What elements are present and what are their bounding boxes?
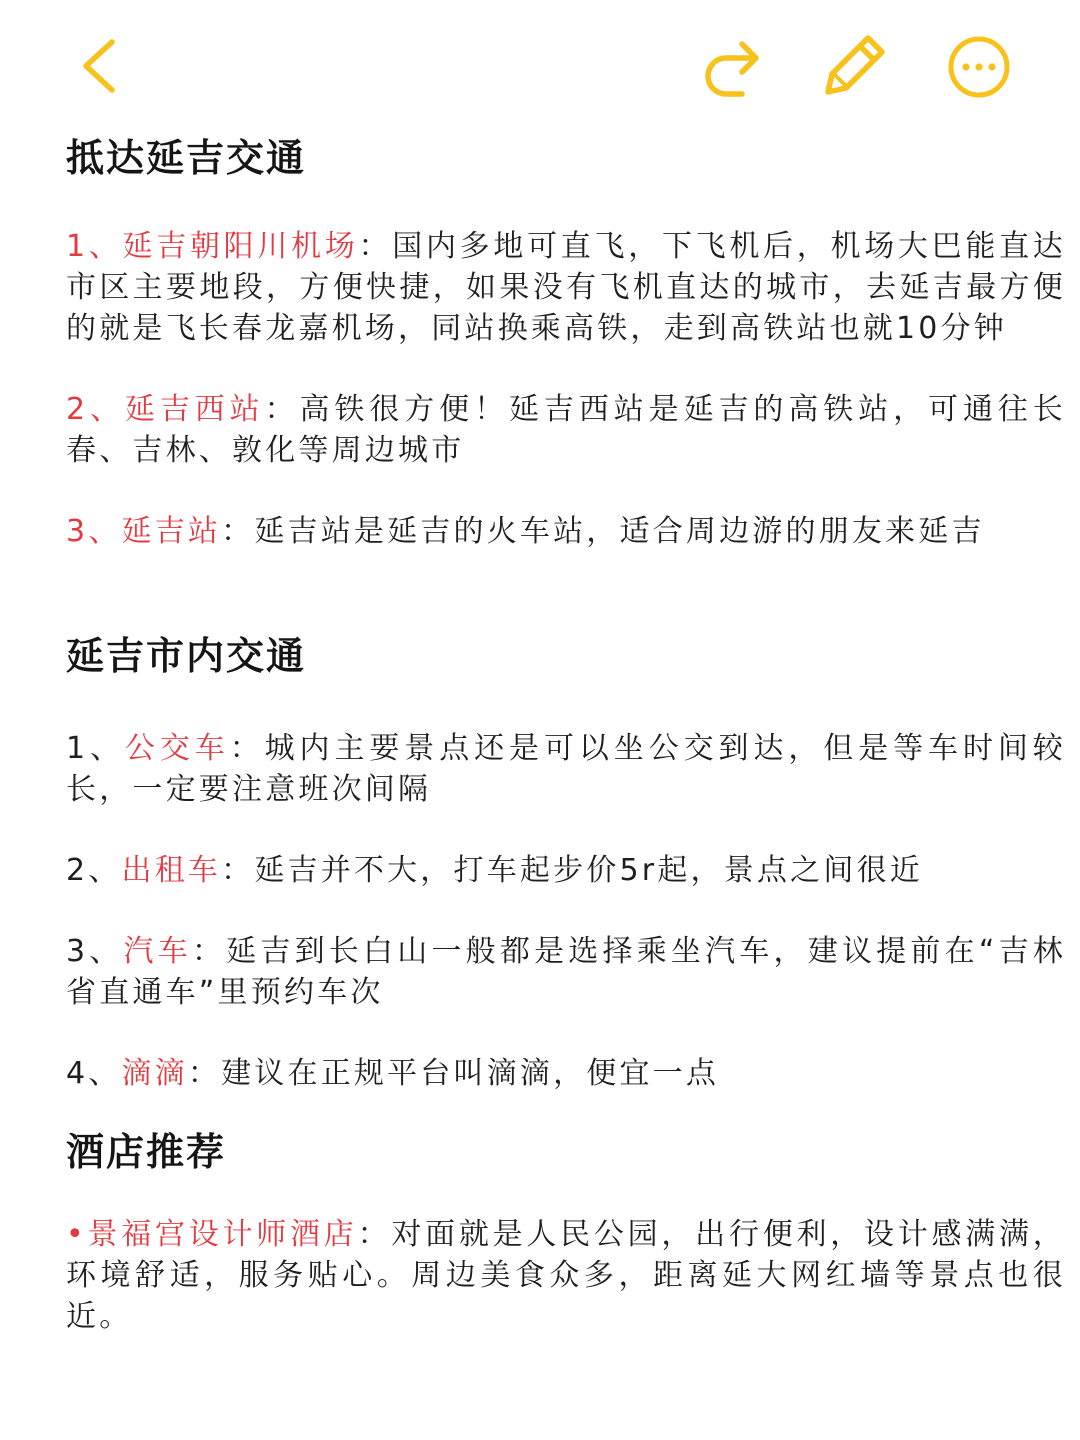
- section-heading: 酒店推荐: [66, 1130, 227, 1174]
- item-name: 2、延吉西站: [66, 392, 265, 427]
- item-name: 公交车: [124, 731, 230, 766]
- list-item: 4、滴滴：建议在正规平台叫滴滴，便宜一点: [66, 1056, 720, 1091]
- item-name: •景福宫设计师酒店: [66, 1217, 358, 1252]
- note-content: [66, 130, 1066, 1337]
- list-item: 1、延吉朝阳川机场：国内多地可直飞，下飞机后，机场大巴能直达市区主要地段，方便快捷，如果没有飞机直达的城市，去延吉最方便的就是飞长春龙嘉机场，同站换乘高铁，走到高铁站也就10分钟: [66, 229, 1066, 346]
- item-name: 汽车: [123, 934, 192, 969]
- section-heading: 抵达延吉交通: [66, 136, 307, 180]
- section-heading: 延吉市内交通: [66, 634, 307, 678]
- item-name: 1、延吉朝阳川机场: [66, 229, 359, 264]
- list-item: •景福宫设计师酒店：对面就是人民公园，出行便利，设计感满满，环境舒适，服务贴心。周边美食众多，距离延大网红墙等景点也很近。: [66, 1217, 1067, 1334]
- list-item: 2、出租车：延吉并不大，打车起步价5r起，景点之间很近: [66, 853, 923, 888]
- item-name: 3、延吉站: [66, 514, 222, 549]
- list-item: 2、延吉西站：高铁很方便！延吉西站是延吉的高铁站，可通往长春、吉林、敦化等周边城市: [66, 392, 1066, 468]
- share-redo-icon[interactable]: [696, 30, 770, 102]
- pencil-edit-icon[interactable]: [818, 28, 892, 102]
- list-item: 3、汽车：延吉到长白山一般都是选择乘坐汽车，建议提前在“吉林省直通车”里预约车次: [66, 934, 1066, 1010]
- back-chevron-icon[interactable]: [66, 30, 136, 102]
- item-name: 出租车: [121, 853, 222, 888]
- list-item: 3、延吉站：延吉站是延吉的火车站，适合周边游的朋友来延吉: [66, 514, 985, 549]
- more-dots-icon[interactable]: [942, 30, 1016, 104]
- item-name: 滴滴: [121, 1056, 188, 1091]
- list-item: 1、公交车：城内主要景点还是可以坐公交到达，但是等车时间较长，一定要注意班次间隔: [66, 731, 1066, 807]
- top-toolbar: [0, 0, 1080, 130]
